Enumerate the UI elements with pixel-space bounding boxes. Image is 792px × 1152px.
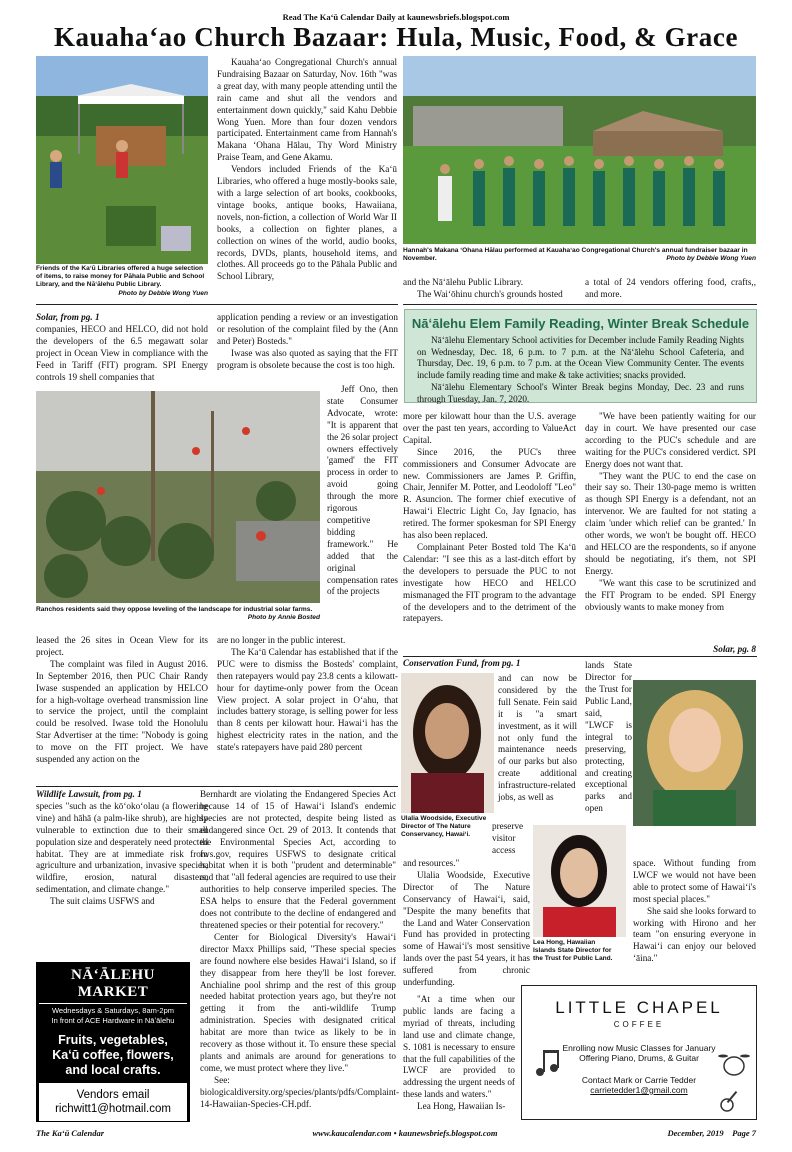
conservation-column-b-narrow — [585, 708, 632, 815]
photo-credit: Photo by Debbie Wong Yuen — [118, 289, 208, 297]
caption-woodside: Ulalia Woodside, Executive Director of The Nature Conservancy, Hawaiʻi. — [401, 815, 487, 839]
conservation-column-b-rest — [633, 858, 756, 965]
paragraph: Center for Biological Diversity's Hawaiʻi director Maxx Phillips said, "These special species are found nowhere else besides Hawaiʻi Island, so if they disappear from here they'll be lost forever. Anchialine pool shrimp and the rest of this group needed habitat protection years ago, but they're not getting it from the anti-wildlife Trump administration. Species with designated critical habitat are more than twice as likely to be in recovery as those without it. To ensure these special plants and animals are around for generations to come, we must protect where they live." — [200, 931, 396, 1073]
ad-body: Fruits, vegetables, Kaʻū coffee, flowers, and local crafts. — [39, 1028, 187, 1083]
paragraph: preserve visitor access — [492, 821, 524, 855]
paragraph: a total of 24 vendors offering food, crafts,, and more. — [585, 277, 756, 299]
headline: Kauahaʻao Church Bazaar: Hula, Music, Food, & Grace — [53, 22, 739, 52]
solar-column-2-top — [217, 312, 398, 372]
solar-column-1-bottom — [36, 635, 208, 766]
bazaar-photo-hula — [403, 56, 756, 244]
bazaar-column-a — [217, 57, 397, 283]
conservation-column-a-bottom — [403, 994, 515, 1113]
conservation-column-a-narrow — [498, 673, 577, 804]
chapel-ad — [521, 985, 757, 1120]
bazaar-column-b — [403, 277, 576, 301]
vendors-label: Vendors email — [76, 1089, 150, 1101]
section-divider — [36, 786, 398, 787]
schedule-text: Wednesdays & Saturdays, 8am-2pm — [51, 1006, 174, 1015]
ad-title: LITTLE CHAPEL — [555, 998, 723, 1017]
paragraph: Bernhardt are violating the Endangered Species Act because 14 of 15 of Hawaiʻi Island's endemic species are not protected, despite being listed as endangered since Oct. 29 of 2013. It contends that the Environmental Species Act, according to fws.gov, requires USFWS to designate critical habitat when it is both "prudent and determinable" and that "all federal agencies are required to use their authorities to help conserve imperiled species. The ESA helps to ensure that the Federal government does not contribute to the decline of endangered and threatened species or their potential for recovery." — [200, 789, 396, 930]
section-divider — [36, 304, 398, 305]
solar-column-2-bottom — [217, 635, 398, 754]
paragraph: Since 2016, the PUC's three commissioners and Consumer Advocate are new. Commissioners are James P. Griffin, Chair, Jennifer M. Potter, and Leodoloff "Leo" R. Asuncion. The former chief executive of Hawaiʻi Electric Light Co, Jay Ignacio, has retired. The former spokesman for SPI Energy has also been replaced. — [403, 446, 576, 541]
paragraph: and resources." — [403, 858, 460, 868]
solar-column-3 — [403, 411, 576, 625]
caption-hong: Lea Hong, Hawaiian Islands State Director for the Trust for Public Land. — [533, 939, 613, 963]
paragraph: Kauahaʻao Congregational Church's annual Fundraising Bazaar on Saturday, Nov. 16th "was a great day, with many people attending until the rain came and shut all the vendors and entertainment down quickly," said Kahu Debbie Wong Yuen. More than four dozen vendors participated. Entertainment came from Hannah's Makana ʻOhana Hālau, Thy Word Ministry Praise Team, and Gene Akamu. — [217, 57, 397, 163]
bazaar-photo-library-tent — [36, 56, 208, 264]
top-line: Read The Kaʻū Calendar Daily at kaunewsbriefs.blogspot.com — [282, 12, 510, 22]
photo-credit: Photo by Annie Bosted — [247, 614, 320, 622]
vendors-email[interactable]: richwitt1@hotmail.com — [55, 1103, 171, 1115]
conservation-column-b-top — [585, 660, 632, 708]
portrait-ulalia-woodside — [401, 673, 494, 813]
section-divider — [403, 656, 757, 657]
bazaar-caption-right — [403, 247, 756, 263]
bazaar-caption-left — [36, 265, 208, 298]
paragraph: "At a time when our public lands are facing a myriad of threats, including land use and climate change, S. 1081 is necessary to ensure that the full capabilities of the LWCF are provided to addressing the urgent needs of these lands and waters." — [403, 994, 515, 1100]
box-title: Nāʻālehu Elem Family Reading, Winter Break Schedule — [411, 316, 750, 331]
ad-subtitle: COFFEE — [613, 1020, 665, 1029]
jump-head: Solar, from pg. 1 — [36, 312, 100, 322]
paragraph: leased the 26 sites in Ocean View for its project. — [36, 635, 208, 657]
solar-column-1-top — [36, 312, 208, 383]
paragraph: Nāʻālehu Elementary School's Winter Break begins Monday, Dec. 23 and runs through Tuesday, Jan. 7, 2020. — [417, 381, 744, 404]
paragraph: companies, HECO and HELCO, did not hold the developers of the 6.5 megawatt solar project in Ocean View in compliance with the Feed in Tariff (FIT) program. SPI Energy controls 19 shell companies that — [36, 323, 208, 382]
conservation-column-a-rest — [403, 858, 530, 989]
continued-line: Solar, pg. 8 — [713, 644, 756, 654]
paragraph: more per kilowatt hour than the U.S. average over the past ten years, according to ValueAct Capital. — [403, 411, 576, 445]
paragraph: Ulalia Woodside, Executive Director of The Nature Conservancy of Hawaiʻi, said, "Despite the many benefits that the Land and Water Conservation Fund has provided in protecting some of Hawaiʻi's most sensitive lands over the past 54 years, it has suffered from chronic underfunding. — [403, 869, 530, 988]
paragraph: She said she looks forward to working with Hirono and her team "on ensuring everyone in Hawaiʻi can enjoy our beloved ʻāina." — [633, 905, 756, 964]
photo-credit: Photo by Debbie Wong Yuen — [666, 255, 756, 263]
paragraph: "We want this case to be scrutinized and the FIT Program to be ended. SPI Energy obviously wants to make money from — [585, 577, 756, 612]
section-divider — [403, 304, 757, 305]
drum-kit-icon — [718, 1048, 750, 1078]
music-notes-icon — [534, 1048, 562, 1078]
paragraph: See: biologicaldiversity.org/species/plants/pdfs/Complaint-14-Hawaiian-Species-CH.pdf. — [200, 1074, 400, 1109]
ad-title: NĀʻĀLEHU MARKET — [39, 965, 187, 1004]
ad-contact: Contact Mark or Carrie Tedder — [581, 1075, 697, 1085]
wildlife-column-2 — [200, 789, 400, 1110]
ad-schedule — [39, 1004, 187, 1028]
paragraph: "We have been patiently waiting for our day in court. We have presented our case according to the PUC's schedule and are waiting for the PUC's considered verdict. SPI Energy does not want that. — [585, 411, 756, 469]
paragraph: space. Without funding from LWCF we would not have been able to protect some of Hawaiʻi's most special places." — [633, 858, 756, 904]
paragraph: said, "LWCF is integral to preserving, protecting, and creating exceptional parks and open — [585, 708, 632, 814]
paragraph: Iwase was also quoted as saying that the FIT program is obsolete because the cost is too high. — [217, 347, 398, 370]
solar-photo-caption — [36, 606, 320, 622]
solar-column-4 — [585, 411, 756, 613]
market-ad — [36, 962, 190, 1122]
paragraph: The complaint was filed in August 2016. In September 2016, then PUC Chair Randy Iwase suspended an application by HELCO for a high-voltage overhead transmission line to service the project, until the complaint could be resolved. Iwase told the Honolulu Star Advertiser at the time: "Nobody is going to move on the FIT project. We have suspended any action on the — [36, 658, 208, 765]
paragraph: The suit claims USFWS and — [50, 896, 155, 907]
paragraph: Jeff Ono, then state Consumer Advocate, wrote: "It is apparent that the 26 solar project owners effectively 'gamed' the FIT process in order to avoid going through the more rigorous competitive bidding framework." He added that the original compensation rates of the projects — [327, 384, 398, 597]
ad-email[interactable]: carrietedder1@gmail.com — [590, 1085, 688, 1095]
bazaar-column-c — [585, 277, 756, 301]
paragraph: Lea Hong, Hawaiian Is- — [417, 1101, 506, 1112]
solar-column-2-narrow — [327, 384, 398, 598]
paragraph: species "such as the kōʻokoʻolau (a flowering vine) and hāhā (a palm-like shrub), are highly vulnerable to extinction due to their small population size and desperately need protected habitat. They are at immediate risk from agriculture and urbanization, invasive species, wildfire, erosion, natural disasters, sedimentation, and climate change." — [36, 800, 208, 895]
solar-photo-ranchos — [36, 391, 320, 603]
caption-text: Hannah's Makana ʻOhana Hālau performed at Kauahaʻao Congregational Church's annual fundraiser bazaar in November. — [403, 247, 748, 263]
paragraph: The Kaʻū Calendar has established that if the PUC were to dismiss the Bosteds' complaint, then ratepayers would pay 23.8 cents a kilowatt-hour for daytime-only power from the Ocean View project. A solar project in Oʻahu, that includes battery storage, is selling power for less than 8 cents per kilowatt hour. Hawaiʻi has the highest electricity rates in the nation, and the state's ratepayers have paid 280 percent — [217, 646, 398, 753]
ad-line-1: Enrolling now Music Classes for January — [562, 1043, 716, 1053]
ad-line-2: Offering Piano, Drums, & Guitar — [579, 1053, 699, 1063]
paragraph: application pending a review or an investigation or resolution of the complaint filed by the (Ann and Peter) Bosteds." — [217, 312, 398, 346]
paragraph: The Waiʻōhinu church's grounds hosted — [417, 288, 563, 299]
paragraph: and the Nāʻālehu Public Library. — [403, 277, 524, 287]
conservation-column-a-narrow2 — [492, 821, 532, 857]
jump-head: Wildlife Lawsuit, from pg. 1 — [36, 789, 142, 799]
portrait-lea-hong — [533, 825, 626, 937]
footer-left: The Kaʻū Calendar — [36, 1128, 105, 1138]
paragraph: Complainant Peter Bosted told The Kaʻū Calendar: "I see this as a last-ditch effort by the developers to persuade the PUC to not investigate how HECO and HELCO mismanaged the FIT program to the advantage of the developers and to the detriment of the ratepayers. — [403, 541, 576, 624]
caption-text: Ranchos residents said they oppose leveling of the landscape for industrial solar farms. — [36, 606, 313, 613]
family-reading-box — [404, 309, 757, 403]
wildlife-column-1 — [36, 789, 208, 908]
portrait-elizabeth-fien — [633, 680, 756, 826]
paragraph: "They want the PUC to end the case on their say so. Their 130-page memo is written as though SPI Energy is a defendant, not an intervenor. We are faulted for not stating a claim 'under which relief can be granted.' In other words, we won't be bought off. HECO and HELCO are the respondents, so if anyone should be negotiating, it's them, not SPI Energy. — [585, 470, 756, 576]
jump-head: Conservation Fund, from pg. 1 — [403, 658, 521, 668]
paragraph: Vendors included Friends of the Kaʻū Libraries, who offered a huge mostly-books sale, with a large selection of art books, cookbooks, vintage books, antique books, Hawaiiana, novels, non-fiction, a collection of World War II books, a collection on fighter planes, a collection on wines of the world, audio books, records, DVDs, plants, household items, and clothes. All proceeds go to the Pāhala Public and School Library, — [217, 164, 397, 282]
ad-vendors — [39, 1083, 187, 1121]
caption-text: Friends of the Kaʻū Libraries offered a huge selection of items, to raise money for Pāhala Public and School Library, and the Nāʻālehu Public Library. — [36, 265, 205, 289]
guitar-icon — [718, 1086, 746, 1114]
footer-right: December, 2019 Page 7 — [667, 1128, 756, 1138]
footer-center: www.kaucalendar.com • kaunewsbriefs.blogspot.com — [312, 1128, 498, 1138]
paragraph: lands State Director for the Trust for Public Land, — [585, 660, 632, 706]
paragraph: and can now be considered by the full Senate. Fein said it is "a smart investment, as it will not only fund the maintenance needs of our parks but also create additional infrastructure-related jobs, as well as — [498, 673, 577, 803]
paragraph: are no longer in the public interest. — [217, 635, 346, 645]
paragraph: Nāʻālehu Elementary School activities for December include Family Reading Nights on Wednesday, Dec. 18, 6 p.m. to 7 p.m. at the Nāʻālehu School Cafeteria, and Thursday, Dec. 19, 6 p.m. to 7 p.m. at the Ocean View Community Center. The events include family reading time and make & take activities; snacks provided. — [417, 335, 744, 381]
location-text: In front of ACE Hardware in Nāʻālehu — [51, 1016, 175, 1025]
